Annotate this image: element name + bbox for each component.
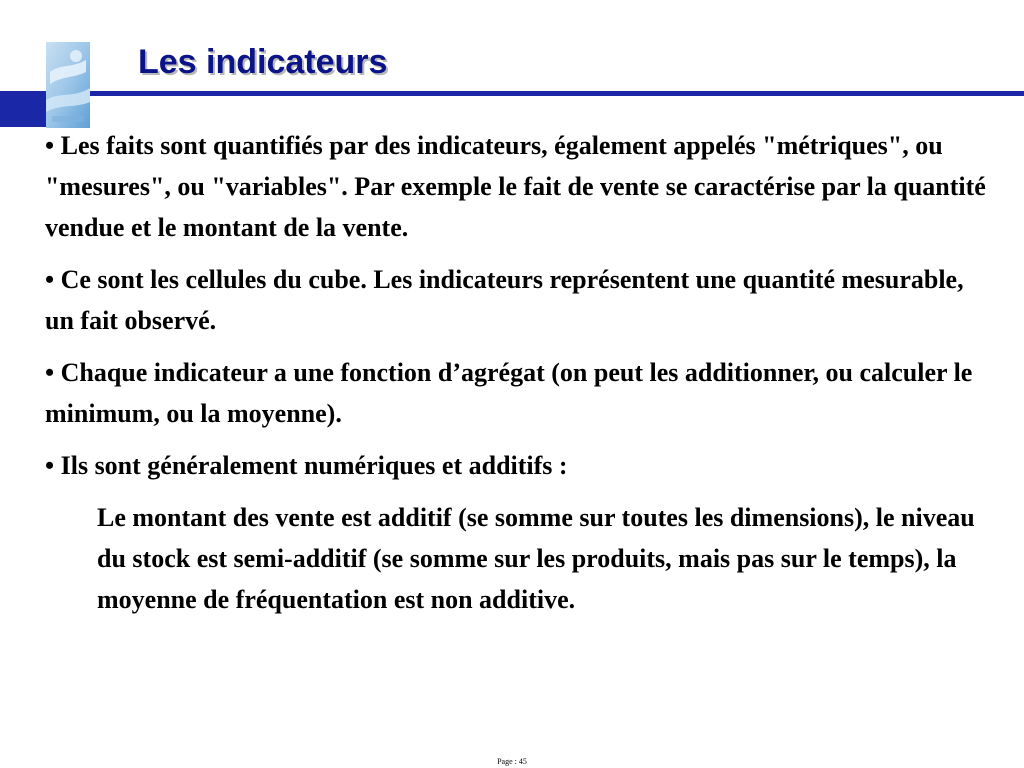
bullet-paragraph: • Chaque indicateur a une fonction d’agrégat (on peut les additionner, ou calculer le minimum, ou la moyenne). [45,358,973,428]
header-accent-block [0,91,47,127]
bullet-paragraph: • Ils sont généralement numériques et additifs : [45,451,568,480]
page-number: Page : 45 [497,757,527,766]
bullet-paragraph: • Ce sont les cellules du cube. Les indicateurs représentent une quantité mesurable, un fait observé. [45,265,964,335]
logo-icon [46,42,90,128]
slide-title: Les indicateurs [138,43,388,81]
header-rule [0,91,1024,96]
indented-paragraph: Le montant des vente est additif (se somme sur toutes les dimensions), le niveau du stock est semi-additif (se somme sur les produits, mais pas sur le temps), la moyenne de fréquentation est non additive. [97,503,975,614]
slide-body [45,125,995,631]
bullet-paragraph: • Les faits sont quantifiés par des indicateurs, également appelés "métriques", ou "mesures", ou "variables". Par exemple le fait de vente se caractérise par la quantité vendue et le montant de la vente. [45,131,986,242]
